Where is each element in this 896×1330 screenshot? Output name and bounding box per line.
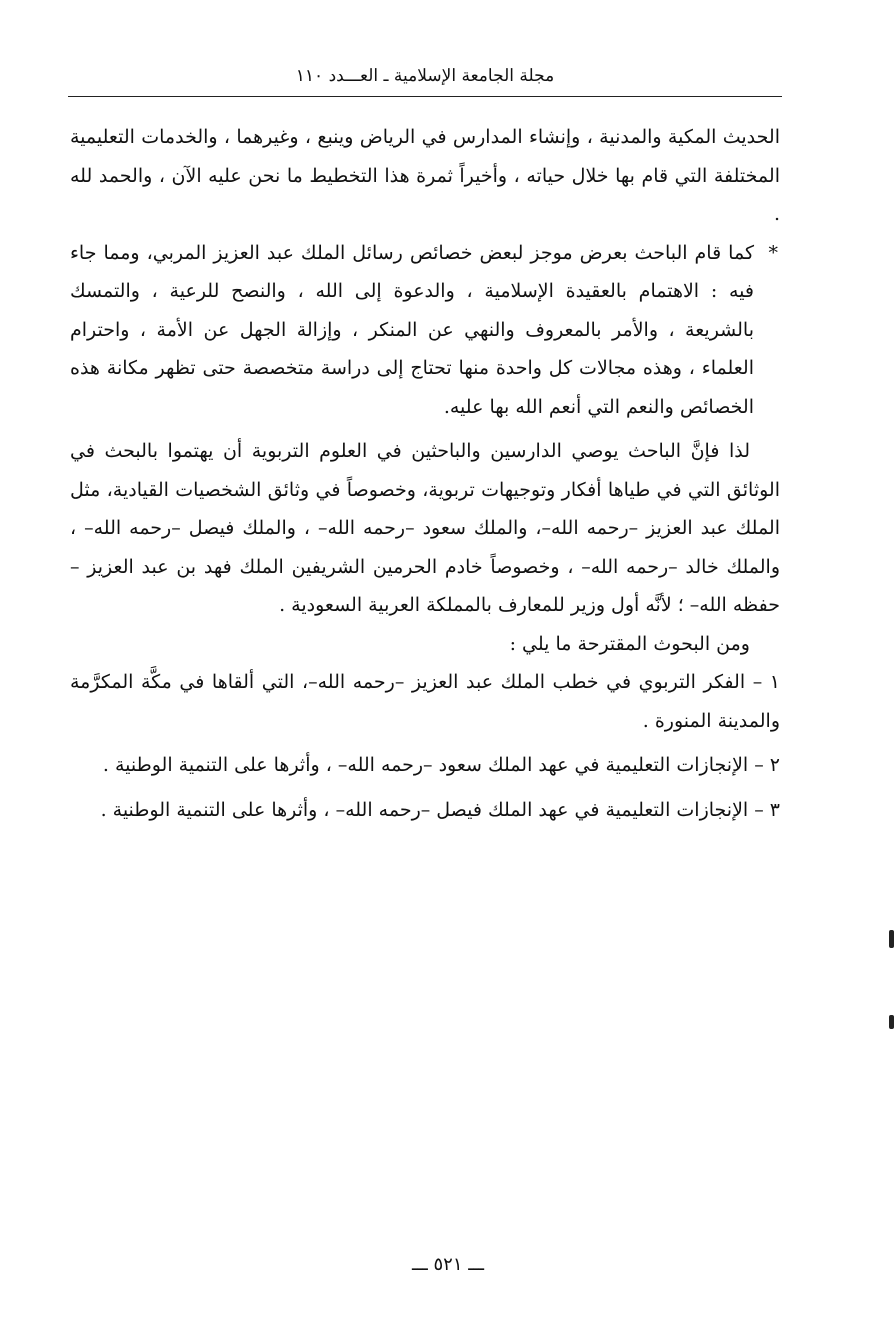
scan-edge-mark-bottom [889,1015,894,1029]
asterisk-bullet: * [768,241,778,264]
paragraph-3: لذا فإنَّ الباحث يوصي الدارسين والباحثين في العلوم التربوية أن يهتموا بالبحث في الوثائق التي في طياها أفكار وتوجيهات تربوية، وخصوصاً في وثائق الشخصيات القيادية، مثل الملك عبد العزيز –رحمه الله–، والملك سعود –رحمه الله– ، والملك فيصل –رحمه الله– ، والملك خالد –رحمه الله– ، وخصوصاً خادم الحرمين الشريفين الملك فهد بن عبد العزيز –حفظه الله– ؛ لأنَّه أول وزير للمعارف بالمملكة العربية السعودية . [70,440,781,616]
list-item-1: ١ – الفكر التربوي في خطب الملك عبد العزيز –رحمه الله–، التي ألقاها في مكَّة المكرَّمة والمدينة المنورة . [70,671,780,732]
paragraph-1: الحديث المكية والمدنية ، وإنشاء المدارس في الرياض وينبع ، وغيرهما ، والخدمات التعليمية المختلفة التي قام بها خلال حياته ، وأخيراً ثمرة هذا التخطيط ما نحن عليه الآن ، والحمد لله . [70,126,780,225]
paragraph-4: ومن البحوث المقترحة ما يلي : [509,632,750,655]
body-text [70,118,780,829]
page-number: ـــ ٥٢١ ـــ [411,1254,485,1275]
paragraph-2-text: كما قام الباحث بعرض موجز لبعض خصائص رسائل الملك عبد العزيز المربي، ومما جاء فيه : الاهتمام بالعقيدة الإسلامية ، والدعوة إلى الله ، والنصح للرعية ، والتمسك بالشريعة ، والأمر بالمعروف والنهي عن المنكر ، وإزالة الجهل عن الأمة ، واحترام العلماء ، وهذه مجالات كل واحدة منها تحتاج إلى دراسة متخصصة حتى تظهر مكانة هذه الخصائص والنعم التي أنعم الله بها عليه. [70,241,755,418]
list-item-3: ٣ – الإنجازات التعليمية في عهد الملك فيصل –رحمه الله– ، وأثرها على التنمية الوطنية . [100,798,780,821]
paragraph-2 [70,234,780,427]
header-rule [68,96,782,97]
list-item-2: ٢ – الإنجازات التعليمية في عهد الملك سعود –رحمه الله– ، وأثرها على التنمية الوطنية . [102,754,780,776]
running-header: مجلة الجامعة الإسلامية ـ العـــدد ١١٠ [295,66,555,86]
scan-edge-mark-top [889,930,894,948]
